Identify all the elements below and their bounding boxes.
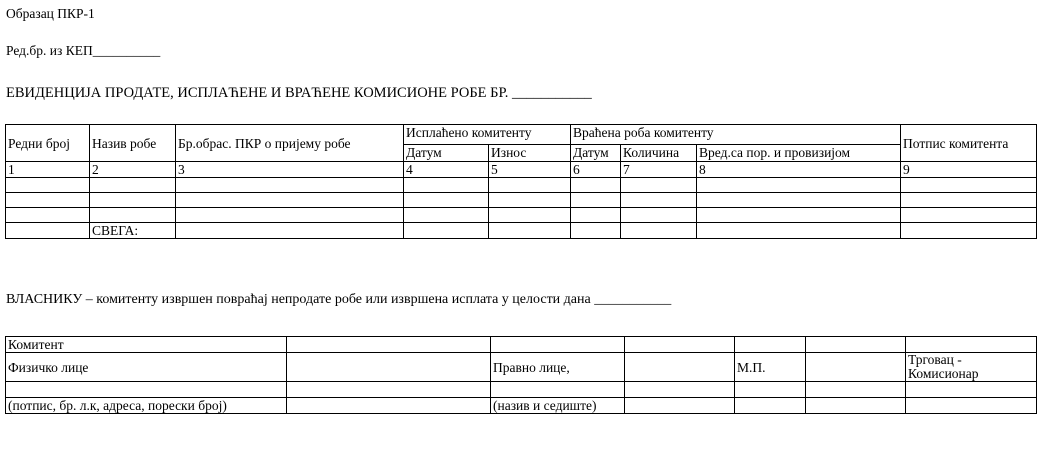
table-cell[interactable] <box>404 193 489 208</box>
column-number: 3 <box>176 162 404 178</box>
table-cell[interactable] <box>571 178 621 193</box>
stamp-label: М.П. <box>735 353 806 382</box>
table-cell[interactable] <box>625 382 735 398</box>
table-cell[interactable] <box>6 382 287 398</box>
table-row <box>6 178 1037 193</box>
document-title: ЕВИДЕНЦИЈА ПРОДАТЕ, ИСПЛАЋЕНЕ И ВРАЋЕНЕ КОМИСИОНЕ РОБЕ БР. ___________ <box>6 85 592 101</box>
table-cell[interactable] <box>90 178 176 193</box>
table-cell[interactable] <box>621 223 697 239</box>
table-cell[interactable] <box>90 193 176 208</box>
table-cell <box>287 398 491 414</box>
table-cell[interactable] <box>571 223 621 239</box>
table-cell[interactable] <box>697 193 901 208</box>
table-cell[interactable] <box>176 208 404 223</box>
table-cell[interactable] <box>176 223 404 239</box>
table-cell[interactable] <box>901 223 1037 239</box>
table-cell[interactable] <box>489 223 571 239</box>
table-cell[interactable] <box>176 178 404 193</box>
header-returned-date: Датум <box>571 144 621 161</box>
table-cell[interactable] <box>571 208 621 223</box>
column-number: 8 <box>697 162 901 178</box>
table-cell <box>806 337 906 353</box>
table-cell[interactable] <box>6 193 90 208</box>
header-returned-qty: Количина <box>621 144 697 161</box>
table-cell <box>625 337 735 353</box>
table-cell[interactable] <box>6 178 90 193</box>
table-cell <box>906 398 1037 414</box>
header-pkr-form: Бр.обрас. ПКР о пријему робе <box>176 125 404 162</box>
table-cell[interactable] <box>901 193 1037 208</box>
settlement-statement: ВЛАСНИКУ – комитенту извршен повраћај непродате робе или извршена исплата у целости дана ___________ <box>6 292 672 307</box>
table-cell[interactable] <box>625 353 735 382</box>
column-number: 4 <box>404 162 489 178</box>
total-row <box>6 223 1037 239</box>
table-row <box>6 208 1037 223</box>
column-number: 2 <box>90 162 176 178</box>
signature-table <box>5 336 1037 414</box>
table-cell[interactable] <box>176 193 404 208</box>
table-cell[interactable] <box>287 353 491 382</box>
table-cell[interactable] <box>489 208 571 223</box>
table-cell[interactable] <box>901 178 1037 193</box>
table-cell[interactable] <box>621 193 697 208</box>
table-cell[interactable] <box>906 382 1037 398</box>
table-cell[interactable] <box>6 208 90 223</box>
table-cell[interactable] <box>571 193 621 208</box>
table-cell <box>491 337 625 353</box>
table-cell <box>625 398 735 414</box>
table-cell[interactable] <box>287 382 491 398</box>
merchant-label: Трговац - Комисионар <box>906 353 1037 382</box>
table-cell[interactable] <box>621 208 697 223</box>
table-cell[interactable] <box>489 178 571 193</box>
table-cell[interactable] <box>806 353 906 382</box>
total-label: СВЕГА: <box>90 223 176 239</box>
table-cell[interactable] <box>697 223 901 239</box>
table-cell[interactable] <box>697 178 901 193</box>
column-number: 1 <box>6 162 90 178</box>
table-cell[interactable] <box>6 223 90 239</box>
records-table <box>5 124 1037 239</box>
table-cell[interactable] <box>489 193 571 208</box>
table-row <box>6 193 1037 208</box>
table-cell <box>735 337 806 353</box>
header-signature: Потпис комитента <box>901 125 1037 162</box>
table-cell <box>906 337 1037 353</box>
table-cell[interactable] <box>735 382 806 398</box>
table-cell[interactable] <box>404 223 489 239</box>
header-returned-group: Враћена роба комитенту <box>571 125 901 145</box>
table-cell[interactable] <box>90 208 176 223</box>
column-number: 5 <box>489 162 571 178</box>
header-paid-amount: Износ <box>489 144 571 161</box>
table-cell <box>287 337 491 353</box>
header-returned-value: Вред.са пор. и провизијом <box>697 144 901 161</box>
table-cell <box>806 398 906 414</box>
natural-person-note: (потпис, бр. л.к, адреса, порески број) <box>6 398 287 414</box>
header-goods-name: Назив робе <box>90 125 176 162</box>
table-cell[interactable] <box>404 178 489 193</box>
table-cell[interactable] <box>491 382 625 398</box>
column-number: 9 <box>901 162 1037 178</box>
header-ordinal: Редни број <box>6 125 90 162</box>
header-paid-date: Датум <box>404 144 489 161</box>
consignor-label: Комитент <box>6 337 287 353</box>
kep-number-line: Ред.бр. из КЕП__________ <box>6 43 161 58</box>
table-cell[interactable] <box>806 382 906 398</box>
form-code: Образац ПКР-1 <box>6 6 95 21</box>
table-cell[interactable] <box>621 178 697 193</box>
column-number: 7 <box>621 162 697 178</box>
header-paid-group: Исплаћено комитенту <box>404 125 571 145</box>
table-cell[interactable] <box>901 208 1037 223</box>
table-cell <box>735 398 806 414</box>
column-number-row <box>6 162 1037 178</box>
column-number: 6 <box>571 162 621 178</box>
legal-entity-label: Правно лице, <box>491 353 625 382</box>
table-cell[interactable] <box>404 208 489 223</box>
legal-entity-note: (назив и седиште) <box>491 398 625 414</box>
table-cell[interactable] <box>697 208 901 223</box>
natural-person-label: Физичко лице <box>6 353 287 382</box>
